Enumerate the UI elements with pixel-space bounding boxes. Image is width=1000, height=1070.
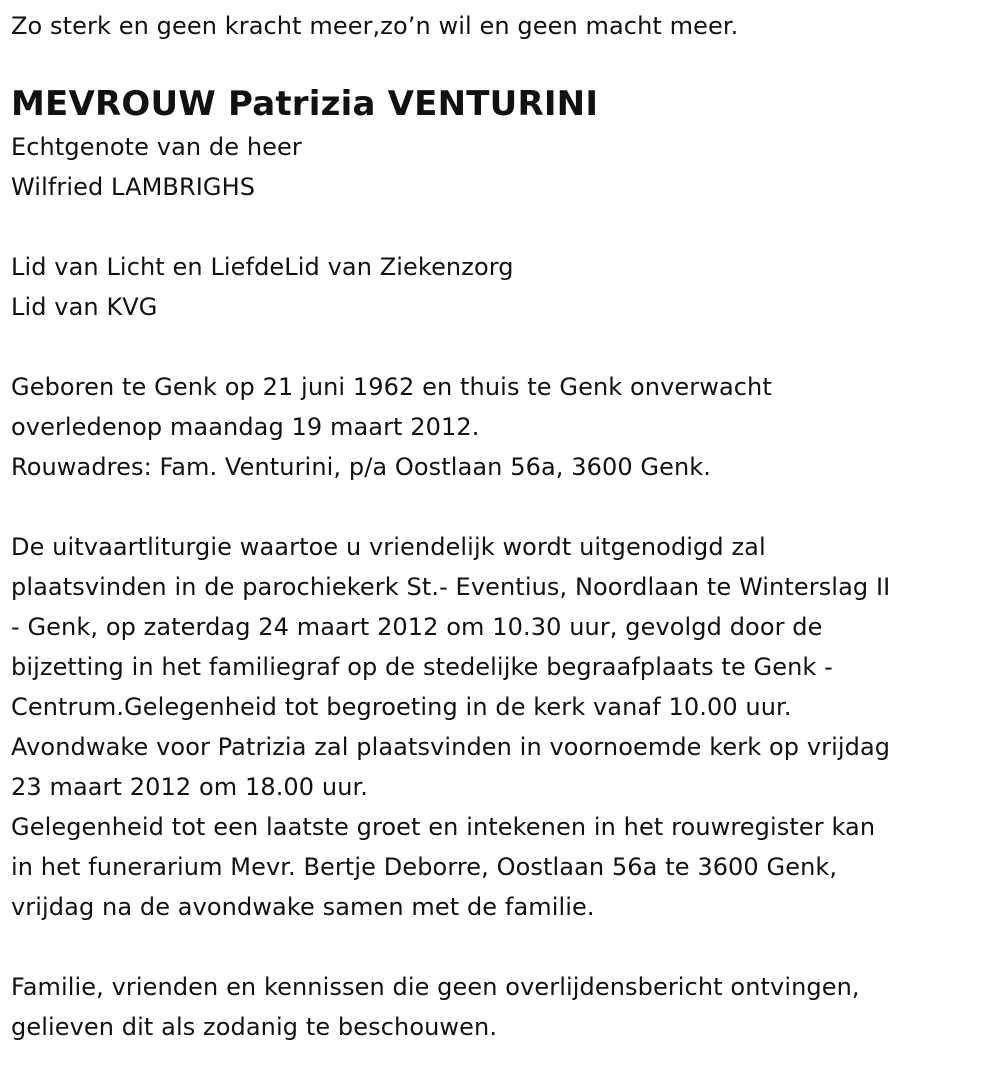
vigil-line: Avondwake voor Patrizia zal plaatsvinden in voornoemde kerk op vrijdag xyxy=(11,733,891,761)
closing-line: gelieven dit als zodanig te beschouwen. xyxy=(11,1013,498,1041)
funeral-line: Centrum.Gelegenheid tot begroeting in de kerk vanaf 10.00 uur. xyxy=(11,693,792,721)
birth-death-block xyxy=(11,367,990,487)
vigil-line: 23 maart 2012 om 18.00 uur. xyxy=(11,773,369,801)
membership-line: Lid van KVG xyxy=(11,293,158,321)
spacer xyxy=(11,327,990,367)
birth-death-line: overledenop maandag 19 maart 2012. xyxy=(11,413,480,441)
spacer xyxy=(11,927,990,967)
closing-line: Familie, vrienden en kennissen die geen overlijdensbericht ontvingen, xyxy=(11,973,860,1001)
spacer xyxy=(11,207,990,247)
funeral-line: plaatsvinden in de parochiekerk St.- Eventius, Noordlaan te Winterslag II xyxy=(11,573,891,601)
closing-block xyxy=(11,967,990,1047)
spouse-name: Wilfried LAMBRIGHS xyxy=(11,173,256,201)
funerarium-line: vrijdag na de avondwake samen met de familie. xyxy=(11,893,595,921)
spacer xyxy=(11,487,990,527)
funerarium-line: in het funerarium Mevr. Bertje Deborre, Oostlaan 56a te 3600 Genk, xyxy=(11,853,838,881)
membership-line: Lid van Licht en LiefdeLid van Ziekenzorg xyxy=(11,253,514,281)
deceased-name: MEVROUW Patrizia VENTURINI xyxy=(11,84,599,124)
funeral-line: bijzetting in het familiegraf op de stedelijke begraafplaats te Genk - xyxy=(11,653,833,681)
funeral-block xyxy=(11,527,990,927)
memberships-block xyxy=(11,247,990,327)
spouse-line: Echtgenote van de heer xyxy=(11,133,302,161)
spouse-block xyxy=(11,127,990,207)
funeral-line: - Genk, op zaterdag 24 maart 2012 om 10.30 uur, gevolgd door de xyxy=(11,613,823,641)
funeral-line: De uitvaartliturgie waartoe u vriendelijk wordt uitgenodigd zal xyxy=(11,533,766,561)
birth-death-line: Geboren te Genk op 21 juni 1962 en thuis te Genk onverwacht xyxy=(11,373,772,401)
mourning-address: Rouwadres: Fam. Venturini, p/a Oostlaan 56a, 3600 Genk. xyxy=(11,453,712,481)
opening-quote: Zo sterk en geen kracht meer,zo’n wil en geen macht meer. xyxy=(11,12,739,40)
funerarium-line: Gelegenheid tot een laatste groet en intekenen in het rouwregister kan xyxy=(11,813,876,841)
